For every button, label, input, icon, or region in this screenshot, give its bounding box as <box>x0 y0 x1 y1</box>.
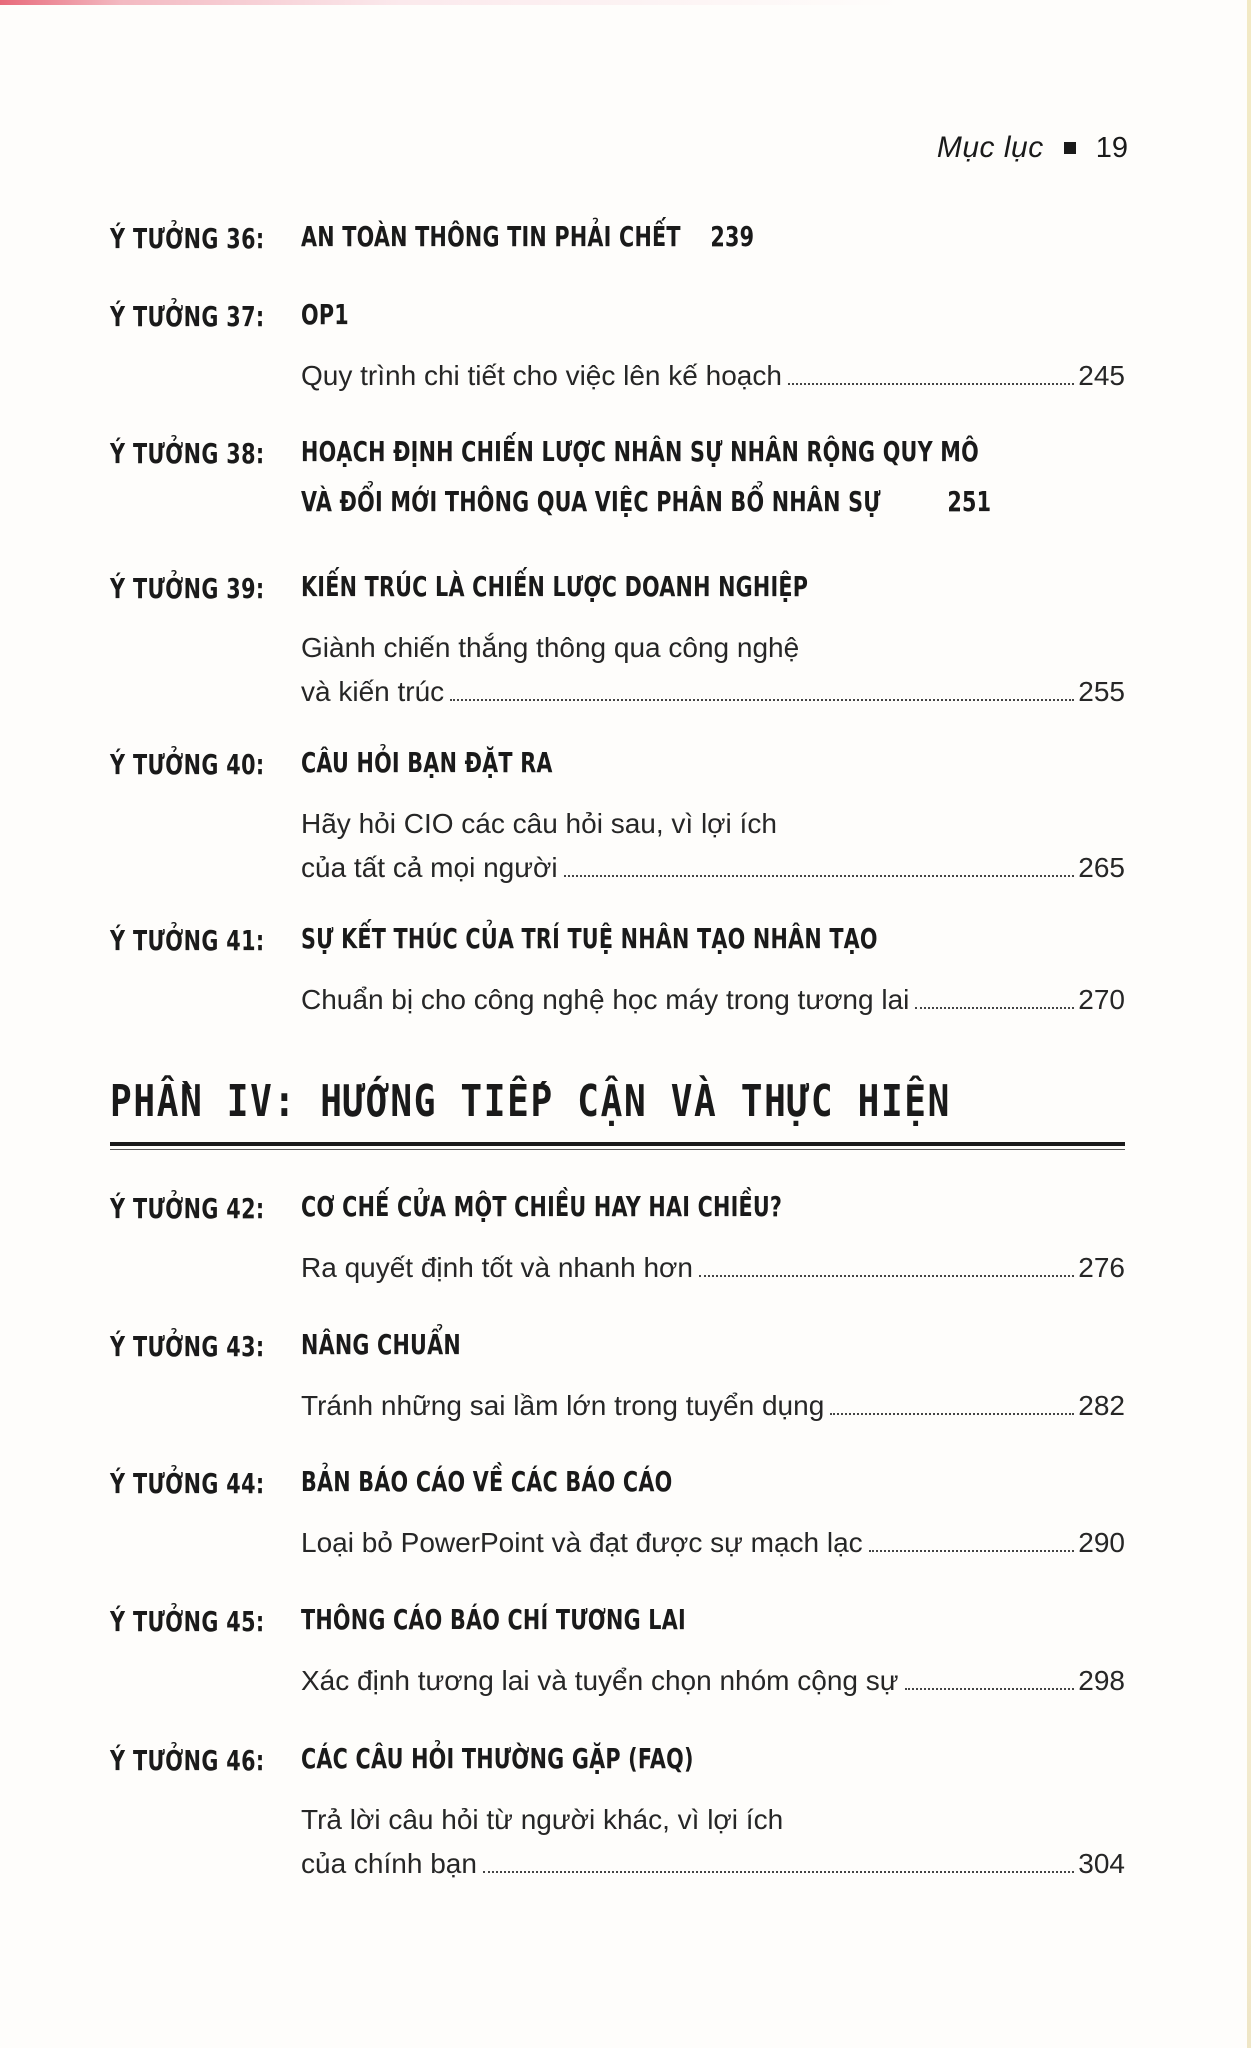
entry-page: 255 <box>1078 676 1125 707</box>
entry-title[interactable]: NÂNG CHUẨN <box>301 1328 461 1361</box>
subtitle-text: Tránh những sai lầm lớn trong tuyển dụng <box>301 1390 825 1421</box>
page-number: 19 <box>1095 131 1128 164</box>
subtitle-text: của tất cả mọi người <box>301 852 558 883</box>
subtitle-text: của chính bạn <box>301 1848 477 1879</box>
entry-subtitle[interactable] <box>301 1798 1125 1886</box>
entry-label: Ý TƯỞNG 37: <box>110 300 265 333</box>
entry-label: Ý TƯỞNG 42: <box>110 1192 265 1225</box>
part-title: PHẦN IV: HƯỚNG TIẾP CẬN VÀ THỰC HIỆN <box>110 1076 952 1127</box>
entry-page: 282 <box>1078 1390 1125 1421</box>
entry-subtitle[interactable] <box>301 626 1125 714</box>
entry-label: Ý TƯỞNG 38: <box>110 437 265 470</box>
entry-title[interactable]: CÂU HỎI BẠN ĐẶT RA <box>301 746 553 779</box>
entry-page: 251 <box>947 485 992 518</box>
square-bullet-icon <box>1064 142 1076 154</box>
part-rule <box>110 1142 1125 1146</box>
dot-leader <box>915 1006 1074 1009</box>
entry-subtitle[interactable] <box>301 354 1125 398</box>
dot-leader <box>450 698 1074 701</box>
entry-page: 290 <box>1078 1527 1125 1558</box>
entry-page: 265 <box>1078 852 1125 883</box>
entry-subtitle[interactable] <box>301 802 1125 890</box>
subtitle-text: Hãy hỏi CIO các câu hỏi sau, vì lợi ích <box>301 808 777 839</box>
entry-page: 245 <box>1078 360 1125 391</box>
dot-leader <box>699 1274 1074 1277</box>
part-heading[interactable] <box>110 1076 1125 1127</box>
subtitle-text: Xác định tương lai và tuyển chọn nhóm cộng sự <box>301 1665 899 1696</box>
part-rule-thin <box>110 1149 1125 1150</box>
top-edge-line <box>0 0 1251 5</box>
entry-title[interactable]: CƠ CHẾ CỬA MỘT CHIỀU HAY HAI CHIỀU? <box>301 1190 783 1223</box>
subtitle-text: Trả lời câu hỏi từ người khác, vì lợi ích <box>301 1804 784 1835</box>
dot-leader <box>483 1870 1074 1873</box>
dot-leader <box>788 382 1074 385</box>
subtitle-text: Chuẩn bị cho công nghệ học máy trong tương lai <box>301 984 910 1015</box>
running-header <box>937 131 1128 165</box>
dot-leader <box>564 874 1075 877</box>
subtitle-text: Quy trình chi tiết cho việc lên kế hoạch <box>301 360 782 391</box>
entry-subtitle[interactable] <box>301 978 1125 1022</box>
entry-title-line: VÀ ĐỔI MỚI THÔNG QUA VIỆC PHÂN BỔ NHÂN SỰ 251 <box>301 485 992 518</box>
page-edge <box>1247 0 1251 2048</box>
entry-label: Ý TƯỞNG 46: <box>110 1744 265 1777</box>
entry-page: 239 <box>710 220 755 253</box>
entry-title[interactable] <box>301 212 754 262</box>
entry-page: 276 <box>1078 1252 1125 1283</box>
entry-title-text: AN TOÀN THÔNG TIN PHẢI CHẾT <box>301 220 681 253</box>
entry-page: 298 <box>1078 1665 1125 1696</box>
entry-title-line: HOẠCH ĐỊNH CHIẾN LƯỢC NHÂN SỰ NHÂN RỘNG QUY MÔ <box>301 435 979 468</box>
entry-label: Ý TƯỞNG 36: <box>110 222 265 255</box>
subtitle-text: Loại bỏ PowerPoint và đạt được sự mạch lạc <box>301 1527 863 1558</box>
dot-leader <box>830 1412 1074 1415</box>
entry-page: 304 <box>1078 1848 1125 1879</box>
entry-label: Ý TƯỞNG 41: <box>110 924 265 957</box>
entry-subtitle[interactable] <box>301 1384 1125 1428</box>
entry-title[interactable] <box>301 427 991 527</box>
entry-subtitle[interactable] <box>301 1659 1125 1703</box>
entry-subtitle[interactable] <box>301 1521 1125 1565</box>
running-header-title: Mục lục <box>936 131 1044 164</box>
entry-subtitle[interactable] <box>301 1246 1125 1290</box>
entry-page: 270 <box>1078 984 1125 1015</box>
entry-title[interactable]: SỰ KẾT THÚC CỦA TRÍ TUỆ NHÂN TẠO NHÂN TẠO <box>301 922 878 955</box>
subtitle-text: Ra quyết định tốt và nhanh hơn <box>301 1252 693 1283</box>
dot-leader <box>905 1687 1075 1690</box>
dot-leader <box>869 1549 1075 1552</box>
entry-title[interactable]: KIẾN TRÚC LÀ CHIẾN LƯỢC DOANH NGHIỆP <box>301 570 809 603</box>
entry-label: Ý TƯỞNG 45: <box>110 1605 265 1638</box>
entry-label: Ý TƯỞNG 44: <box>110 1467 265 1500</box>
entry-title[interactable]: CÁC CÂU HỎI THƯỜNG GẶP (FAQ) <box>301 1742 694 1775</box>
subtitle-text: Giành chiến thắng thông qua công nghệ <box>301 632 800 663</box>
entry-title[interactable]: THÔNG CÁO BÁO CHÍ TƯƠNG LAI <box>301 1603 686 1636</box>
subtitle-text: và kiến trúc <box>301 676 445 707</box>
entry-label: Ý TƯỞNG 43: <box>110 1330 265 1363</box>
entry-label: Ý TƯỞNG 40: <box>110 748 265 781</box>
entry-title[interactable]: OP1 <box>301 298 349 331</box>
entry-label: Ý TƯỞNG 39: <box>110 572 265 605</box>
entry-title[interactable]: BẢN BÁO CÁO VỀ CÁC BÁO CÁO <box>301 1465 673 1498</box>
